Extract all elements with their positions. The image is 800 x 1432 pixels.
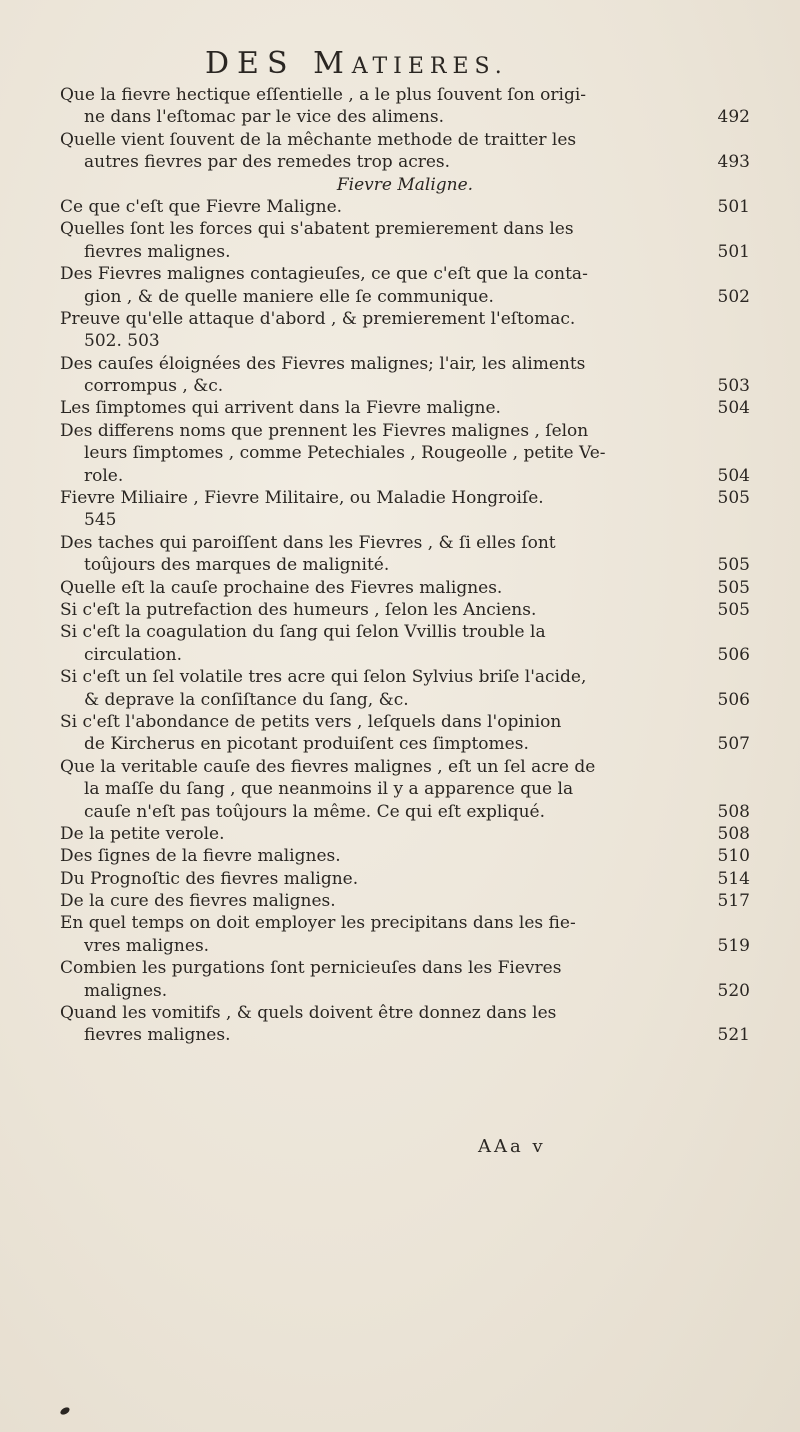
entry-text: Des differens noms que prennent les Fievres malignes , ſelon — [60, 420, 589, 441]
index-line — [60, 442, 750, 464]
page-number: 505 — [717, 599, 750, 620]
page-number: 510 — [717, 846, 750, 867]
index-line — [60, 801, 750, 823]
page-number: 517 — [717, 891, 750, 912]
entry-text: 545 — [84, 510, 117, 531]
entry-text: toûjours des marques de malignité. — [84, 555, 390, 576]
index-line — [60, 353, 750, 375]
index-line — [60, 778, 750, 800]
index-line — [60, 733, 750, 755]
entry-text: fievres malignes. — [84, 241, 231, 262]
page-number: 505 — [717, 555, 750, 576]
entry-text: de Kircherus en picotant produiſent ces ſimptomes. — [84, 734, 529, 755]
page-number: 508 — [717, 823, 750, 844]
index-line — [60, 845, 750, 867]
page-number: 506 — [717, 689, 750, 710]
page-number: 505 — [717, 488, 750, 509]
index-line — [60, 890, 750, 912]
index-line — [60, 554, 750, 576]
page-number: 519 — [717, 935, 750, 956]
entry-text: Combien les purgations ſont pernicieuſes dans les Fievres — [60, 958, 562, 979]
index-line — [60, 711, 750, 733]
page-number: 505 — [717, 577, 750, 598]
entry-text: Quelles ſont les forces qui s'abatent premierement dans les — [60, 219, 574, 240]
index-line — [60, 84, 750, 106]
entry-text: ne dans l'eſtomac par le vice des alimens. — [84, 107, 445, 128]
entry-text: Si c'eſt un ſel volatile tres acre qui ſelon Sylvius briſe l'acide, — [60, 667, 587, 688]
index-line — [60, 823, 750, 845]
index-line — [60, 868, 750, 890]
entry-text: Des ſignes de la fievre malignes. — [60, 846, 341, 867]
entry-text: Si c'eſt la coagulation du ſang qui ſelon Vvillis trouble la — [60, 622, 546, 643]
index-line — [60, 106, 750, 128]
index-line — [60, 218, 750, 240]
index-line — [60, 509, 750, 531]
index-line — [60, 621, 750, 643]
entry-text: malignes. — [84, 980, 168, 1001]
entry-text: Fievre Maligne. — [336, 174, 474, 195]
entry-text: corrompus , &c. — [84, 376, 224, 397]
entry-text: Des Fievres malignes contagieuſes, ce que c'eſt que la conta- — [60, 264, 588, 285]
page-number: 492 — [717, 107, 750, 128]
entry-text: Des taches qui paroiſſent dans les Fievres , & ſi elles ſont — [60, 532, 556, 553]
page-number: 504 — [717, 398, 750, 419]
index-line — [60, 957, 750, 979]
entry-text: Fievre Miliaire , Fievre Militaire, ou Maladie Hongroiſe. — [60, 488, 544, 509]
index-line — [60, 308, 750, 330]
entry-text: Ce que c'eſt que Fievre Maligne. — [60, 196, 343, 217]
ink-blot — [59, 1406, 71, 1416]
entry-text: Que la veritable cauſe des fievres malignes , eſt un ſel acre de — [60, 756, 596, 777]
index-entries — [60, 84, 750, 1047]
index-line — [60, 129, 750, 151]
page-number: 506 — [717, 644, 750, 665]
page-number: 514 — [717, 868, 750, 889]
entry-text: fievres malignes. — [84, 1025, 231, 1046]
index-line — [60, 375, 750, 397]
entry-text: Des cauſes éloignées des Fievres malignes; l'air, les aliments — [60, 353, 586, 374]
entry-text: & deprave la conſiſtance du ſang, &c. — [84, 689, 409, 710]
page-number: 508 — [717, 801, 750, 822]
index-line — [60, 174, 750, 196]
index-line — [60, 689, 750, 711]
index-line — [60, 151, 750, 173]
index-line — [60, 420, 750, 442]
entry-text: Quelle vient ſouvent de la mêchante methode de traitter les — [60, 129, 577, 150]
entry-text: Quand les vomitifs , & quels doivent être donnez dans les — [60, 1003, 557, 1024]
entry-text: De la petite verole. — [60, 823, 225, 844]
index-line — [60, 980, 750, 1002]
index-line — [60, 912, 750, 934]
index-line — [60, 263, 750, 285]
index-line — [60, 397, 750, 419]
entry-text: Les ſimptomes qui arrivent dans la Fievre maligne. — [60, 398, 501, 419]
page-number: 502 — [717, 286, 750, 307]
index-line — [60, 196, 750, 218]
index-line — [60, 1002, 750, 1024]
page-number: 501 — [717, 241, 750, 262]
entry-text: autres fievres par des remedes trop acres. — [84, 152, 451, 173]
entry-text: Du Prognoſtic des fievres maligne. — [60, 868, 359, 889]
page-number: 507 — [717, 734, 750, 755]
entry-text: Quelle eſt la cauſe prochaine des Fievres malignes. — [60, 577, 503, 598]
index-line — [60, 465, 750, 487]
index-line — [60, 241, 750, 263]
entry-text: vres malignes. — [84, 935, 210, 956]
entry-text: Que la fievre hectique eſſentielle , a le plus ſouvent ſon origi- — [60, 85, 587, 105]
entry-text: gion , & de quelle maniere elle ſe communique. — [84, 286, 494, 307]
page-number: 501 — [717, 196, 750, 217]
catchword: AAa v — [478, 1136, 546, 1157]
index-line — [60, 644, 750, 666]
running-header — [205, 46, 565, 86]
entry-text: Si c'eſt la putrefaction des humeurs , ſelon les Anciens. — [60, 599, 537, 620]
header-first: DES — [205, 46, 296, 81]
index-line — [60, 1024, 750, 1046]
entry-text: Si c'eſt l'abondance de petits vers , leſquels dans l'opinion — [60, 711, 562, 732]
entry-text: la maſſe du ſang , que neanmoins il y a apparence que la — [84, 779, 574, 800]
index-line — [60, 330, 750, 352]
entry-text: role. — [84, 465, 124, 486]
index-line — [60, 532, 750, 554]
index-line — [60, 487, 750, 509]
header-rest: ATIERES. — [351, 54, 508, 79]
entry-text: cauſe n'eſt pas toûjours la même. Ce qui eſt expliqué. — [84, 801, 546, 822]
entry-text: De la cure des fievres malignes. — [60, 891, 336, 912]
index-line — [60, 577, 750, 599]
index-line — [60, 935, 750, 957]
header-initial: M — [313, 46, 352, 81]
index-line — [60, 756, 750, 778]
page-number: 504 — [717, 465, 750, 486]
index-line — [60, 286, 750, 308]
entry-text: En quel temps on doit employer les precipitans dans les fie- — [60, 913, 576, 934]
entry-text: circulation. — [84, 644, 182, 665]
page-number: 521 — [717, 1025, 750, 1046]
index-line — [60, 599, 750, 621]
page-number: 503 — [717, 376, 750, 397]
page-number: 493 — [717, 152, 750, 173]
entry-text: leurs ſimptomes , comme Petechiales , Rougeolle , petite Ve- — [84, 443, 606, 464]
entry-text: 502. 503 — [84, 331, 160, 352]
index-line — [60, 666, 750, 688]
page-number: 520 — [717, 980, 750, 1001]
entry-text: Preuve qu'elle attaque d'abord , & premierement l'eſtomac. — [60, 308, 576, 329]
